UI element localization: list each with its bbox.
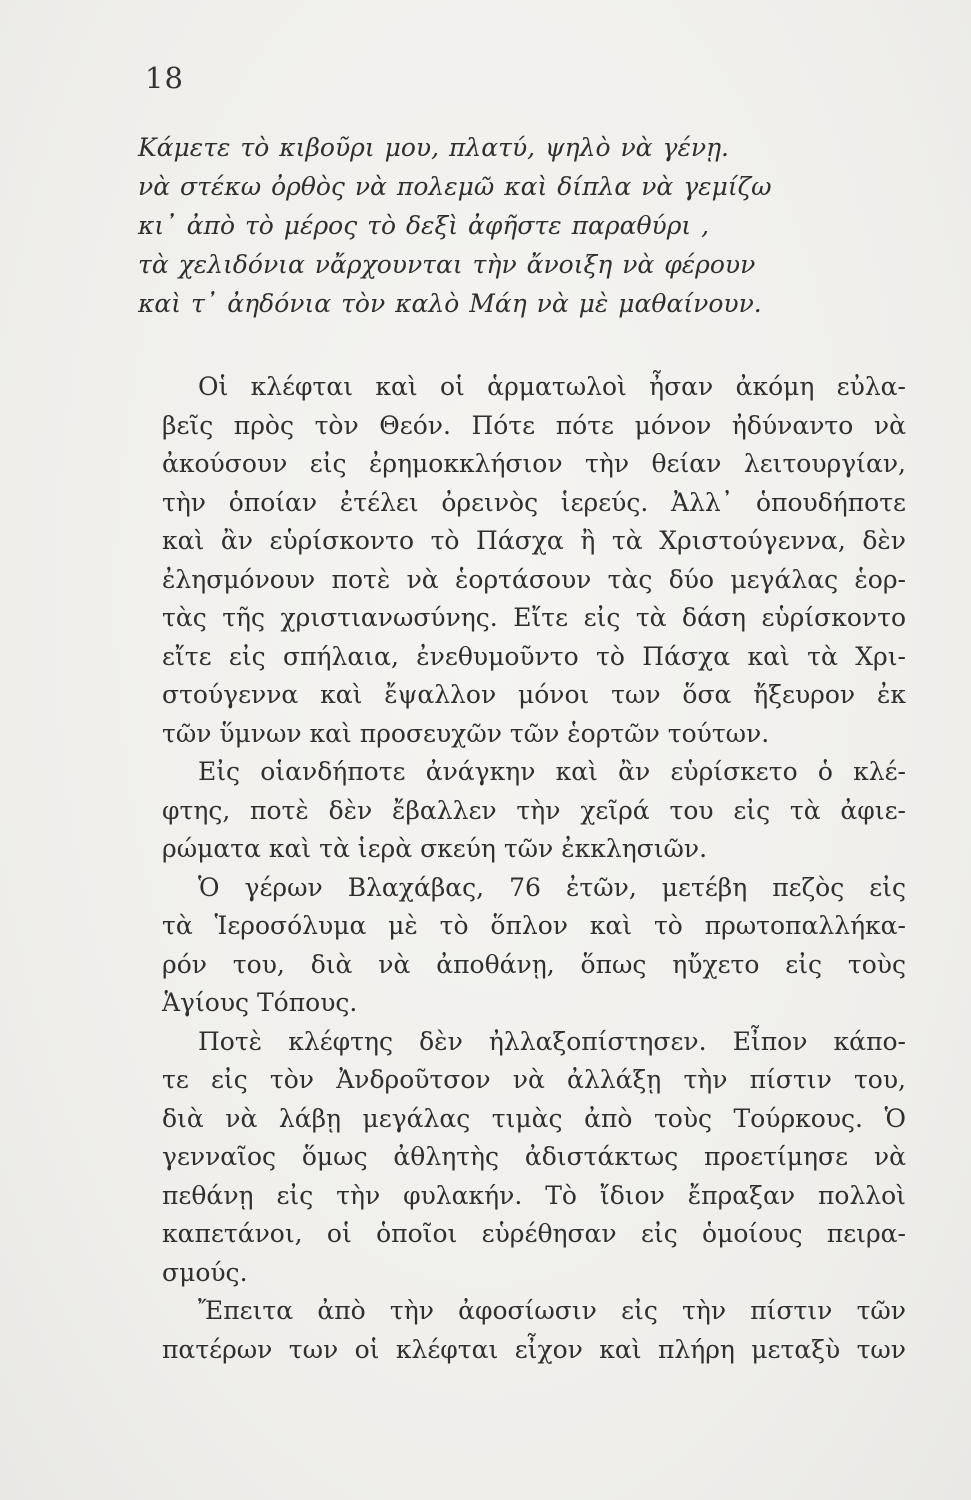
paragraph-line: ρώματα καὶ τὰ ἱερὰ σκεύη τῶν ἐκκλησιῶν. (162, 834, 708, 863)
paragraph-line: Ποτὲ κλέφτης δὲν ἠλλαξοπίστησεν. Εἶπον κάπο- (198, 1026, 906, 1056)
paragraph-line: γενναῖος ὅμως ἀθλητὴς ἀδιστάκτως προετίμησε νὰ (162, 1142, 906, 1171)
paragraph-line: καπετάνοι, οἱ ὁποῖοι εὑρέθησαν εἰς ὁμοίους πειρα- (162, 1219, 906, 1248)
paragraph-line: ἀκούσουν εἰς ἐρημοκκλήσιον τὴν θείαν λειτουργίαν, (162, 449, 906, 478)
paragraph-line: τε εἰς τὸν Ἀνδροῦτσον νὰ ἀλλάξῃ τὴν πίστιν του, (162, 1065, 906, 1094)
paragraph-line: εἴτε εἰς σπήλαια, ἐνεθυμοῦντο τὸ Πάσχα καὶ τὰ Χρι- (162, 641, 906, 671)
paragraph-line: φτης, ποτὲ δὲν ἔβαλλεν τὴν χεῖρά του εἰς τὰ ἀφιε- (162, 795, 906, 825)
paragraph-line: καὶ ἂν εὑρίσκοντο τὸ Πάσχα ἢ τὰ Χριστούγεννα, δὲν (162, 526, 906, 555)
paragraph-line: στούγεννα καὶ ἔψαλλον μόνοι των ὅσα ἤξευρον ἐκ (162, 680, 906, 709)
poem-line: τὰ χελιδόνια νἄρχουνται τὴν ἄνοιξη νὰ φέρουν (138, 250, 756, 279)
paragraph-line: τὴν ὁποίαν ἐτέλει ὀρεινὸς ἱερεύς. Ἀλλ᾽ ὁπουδήποτε (162, 487, 906, 517)
paragraph-line: σμούς. (162, 1257, 248, 1287)
paragraph-line: διὰ νὰ λάβῃ μεγάλας τιμὰς ἀπὸ τοὺς Τούρκους. Ὁ (162, 1103, 906, 1133)
poem-line: νὰ στέκω ὀρθὸς νὰ πολεμῶ καὶ δίπλα νὰ γεμίζω (138, 172, 772, 201)
paragraph-line: πατέρων των οἱ κλέφται εἶχον καὶ πλήρη μεταξὺ των (162, 1334, 906, 1364)
paragraph-line: τῶν ὕμνων καὶ προσευχῶν τῶν ἑορτῶν τούτων. (162, 718, 770, 748)
paragraph-line: Εἰς οἱανδήποτε ἀνάγκην καὶ ἂν εὑρίσκετο ὁ κλέ- (198, 757, 906, 786)
paragraph-line: τὰ Ἱεροσόλυμα μὲ τὸ ὅπλον καὶ τὸ πρωτοπαλλήκα- (162, 911, 906, 940)
paragraph-line: Ἁγίους Τόπους. (162, 988, 358, 1017)
poem-line: Κάμετε τὸ κιβοῦρι μου, πλατύ, ψηλὸ νὰ γένῃ. (138, 133, 729, 162)
paragraph-line: τὰς τῆς χριστιανωσύνης. Εἴτε εἰς τὰ δάση εὑρίσκοντο (162, 603, 906, 632)
paragraph-line: ἐλησμόνουν ποτὲ νὰ ἑορτάσουν τὰς δύο μεγάλας ἑορ- (162, 564, 906, 594)
poem-block (138, 128, 898, 323)
paragraph-line: Ἔπειτα ἀπὸ τὴν ἀφοσίωσιν εἰς τὴν πίστιν τῶν (198, 1296, 906, 1325)
paragraph-line: πεθάνῃ εἰς τὴν φυλακήν. Τὸ ἴδιον ἔπραξαν πολλοὶ (162, 1180, 906, 1210)
page-number: 18 (145, 61, 184, 95)
poem-line: καὶ τ᾽ ἀηδόνια τὸν καλὸ Μάη νὰ μὲ μαθαίνουν. (138, 289, 762, 318)
paragraph-line: Ὁ γέρων Βλαχάβας, 76 ἐτῶν, μετέβη πεζὸς εἰς (198, 872, 906, 902)
poem-line: κι᾽ ἀπὸ τὸ μέρος τὸ δεξὶ ἀφῆστε παραθύρι , (138, 211, 710, 240)
paragraph-line: Οἱ κλέφται καὶ οἱ ἁρματωλοὶ ἦσαν ἀκόμη εὐλα- (198, 372, 906, 401)
paragraph-line: ρόν του, διὰ νὰ ἀποθάνῃ, ὅπως ηὔχετο εἰς τοὺς (162, 949, 906, 979)
prose-body (162, 368, 906, 1369)
paragraph-line: βεῖς πρὸς τὸν Θεόν. Πότε πότε μόνον ἠδύναντο νὰ (162, 410, 906, 440)
